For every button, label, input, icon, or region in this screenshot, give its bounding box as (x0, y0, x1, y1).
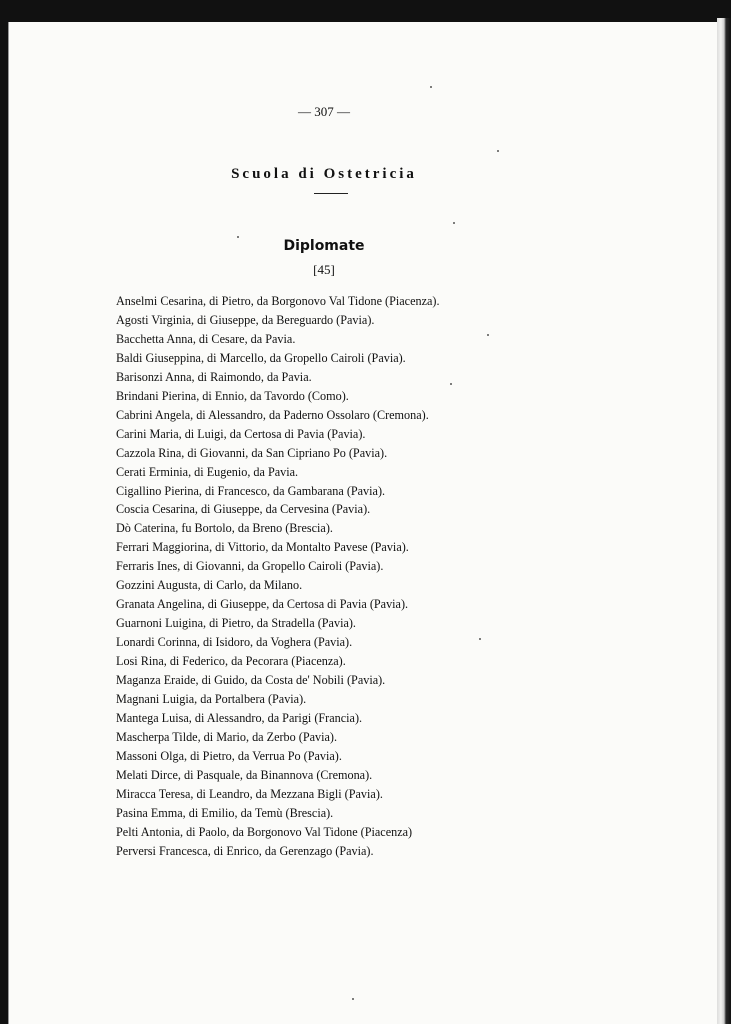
graduate-entry: Dò Caterina, fu Bortolo, da Breno (Brescia). (116, 521, 333, 536)
title-underline-rule (314, 193, 348, 194)
scan-speck (487, 334, 489, 336)
graduate-entry: Mascherpa Tilde, di Mario, da Zerbo (Pavia). (116, 729, 338, 744)
graduate-entry: Brindani Pierina, di Ennio, da Tavordo (Como). (116, 388, 349, 403)
graduate-entry: Miracca Teresa, di Leandro, da Mezzana Bigli (Pavia). (116, 786, 383, 801)
graduate-entry: Maganza Eraide, di Guido, da Costa de' Nobili (Pavia). (116, 673, 386, 688)
graduate-entry: Losi Rina, di Federico, da Pecorara (Piacenza). (116, 654, 346, 669)
graduate-entry: Mantega Luisa, di Alessandro, da Parigi (Francia). (116, 710, 363, 725)
graduate-entry: Granata Angelina, di Giuseppe, da Certosa di Pavia (Pavia). (116, 597, 409, 612)
graduate-entry: Cazzola Rina, di Giovanni, da San Cipriano Po (Pavia). (116, 445, 388, 460)
graduate-entry: Bacchetta Anna, di Cesare, da Pavia. (116, 331, 296, 346)
graduate-count: [45] (313, 262, 335, 277)
page-number: — 307 — (298, 104, 350, 119)
graduate-entry: Cerati Erminia, di Eugenio, da Pavia. (116, 464, 299, 479)
graduate-entry: Pasina Emma, di Emilio, da Temù (Brescia). (116, 805, 334, 820)
scan-speck (479, 638, 481, 640)
section-subtitle: Diplomate (283, 238, 365, 254)
graduate-entry: Barisonzi Anna, di Raimondo, da Pavia. (116, 369, 312, 384)
graduate-entry: Anselmi Cesarina, di Pietro, da Borgonovo Val Tidone (Piacenza). (116, 294, 440, 308)
graduate-entry: Magnani Luigia, da Portalbera (Pavia). (116, 692, 307, 707)
graduate-entry: Lonardi Corinna, di Isidoro, da Voghera (Pavia). (116, 635, 353, 650)
graduate-entry: Ferraris Ines, di Giovanni, da Gropello Cairoli (Pavia). (116, 559, 384, 574)
graduate-entry: Melati Dirce, di Pasquale, da Binannova (Cremona). (116, 767, 373, 782)
document-page (8, 22, 719, 1024)
graduate-entry: Cigallino Pierina, di Francesco, da Gambarana (Pavia). (116, 483, 386, 498)
graduate-entry: Pelti Antonia, di Paolo, da Borgonovo Val Tidone (Piacenza) (116, 824, 413, 839)
graduate-entry: Coscia Cesarina, di Giuseppe, da Cervesina (Pavia). (116, 502, 371, 517)
graduate-entry: Agosti Virginia, di Giuseppe, da Bereguardo (Pavia). (116, 312, 375, 327)
section-title: Scuola di Ostetricia (231, 166, 417, 182)
scan-speck (453, 222, 455, 224)
scan-speck (497, 150, 499, 152)
graduate-entry: Carini Maria, di Luigi, da Certosa di Pavia (Pavia). (116, 426, 366, 441)
scan-speck (430, 86, 432, 88)
scan-speck (450, 383, 452, 385)
graduate-entry: Gozzini Augusta, di Carlo, da Milano. (116, 578, 303, 593)
graduate-entry: Perversi Francesca, di Enrico, da Gerenzago (Pavia). (116, 843, 374, 858)
graduate-entry: Guarnoni Luigina, di Pietro, da Stradella (Pavia). (116, 616, 356, 631)
graduate-entry: Massoni Olga, di Pietro, da Verrua Po (Pavia). (116, 748, 342, 763)
scan-speck (352, 998, 354, 1000)
page-edge-shadow (717, 18, 731, 1024)
graduate-list (116, 292, 556, 861)
scan-speck (237, 236, 239, 238)
graduate-entry: Ferrari Maggiorina, di Vittorio, da Montalto Pavese (Pavia). (116, 540, 409, 555)
graduate-entry: Baldi Giuseppina, di Marcello, da Gropello Cairoli (Pavia). (116, 350, 406, 365)
graduate-entry: Cabrini Angela, di Alessandro, da Paderno Ossolaro (Cremona). (116, 407, 429, 422)
